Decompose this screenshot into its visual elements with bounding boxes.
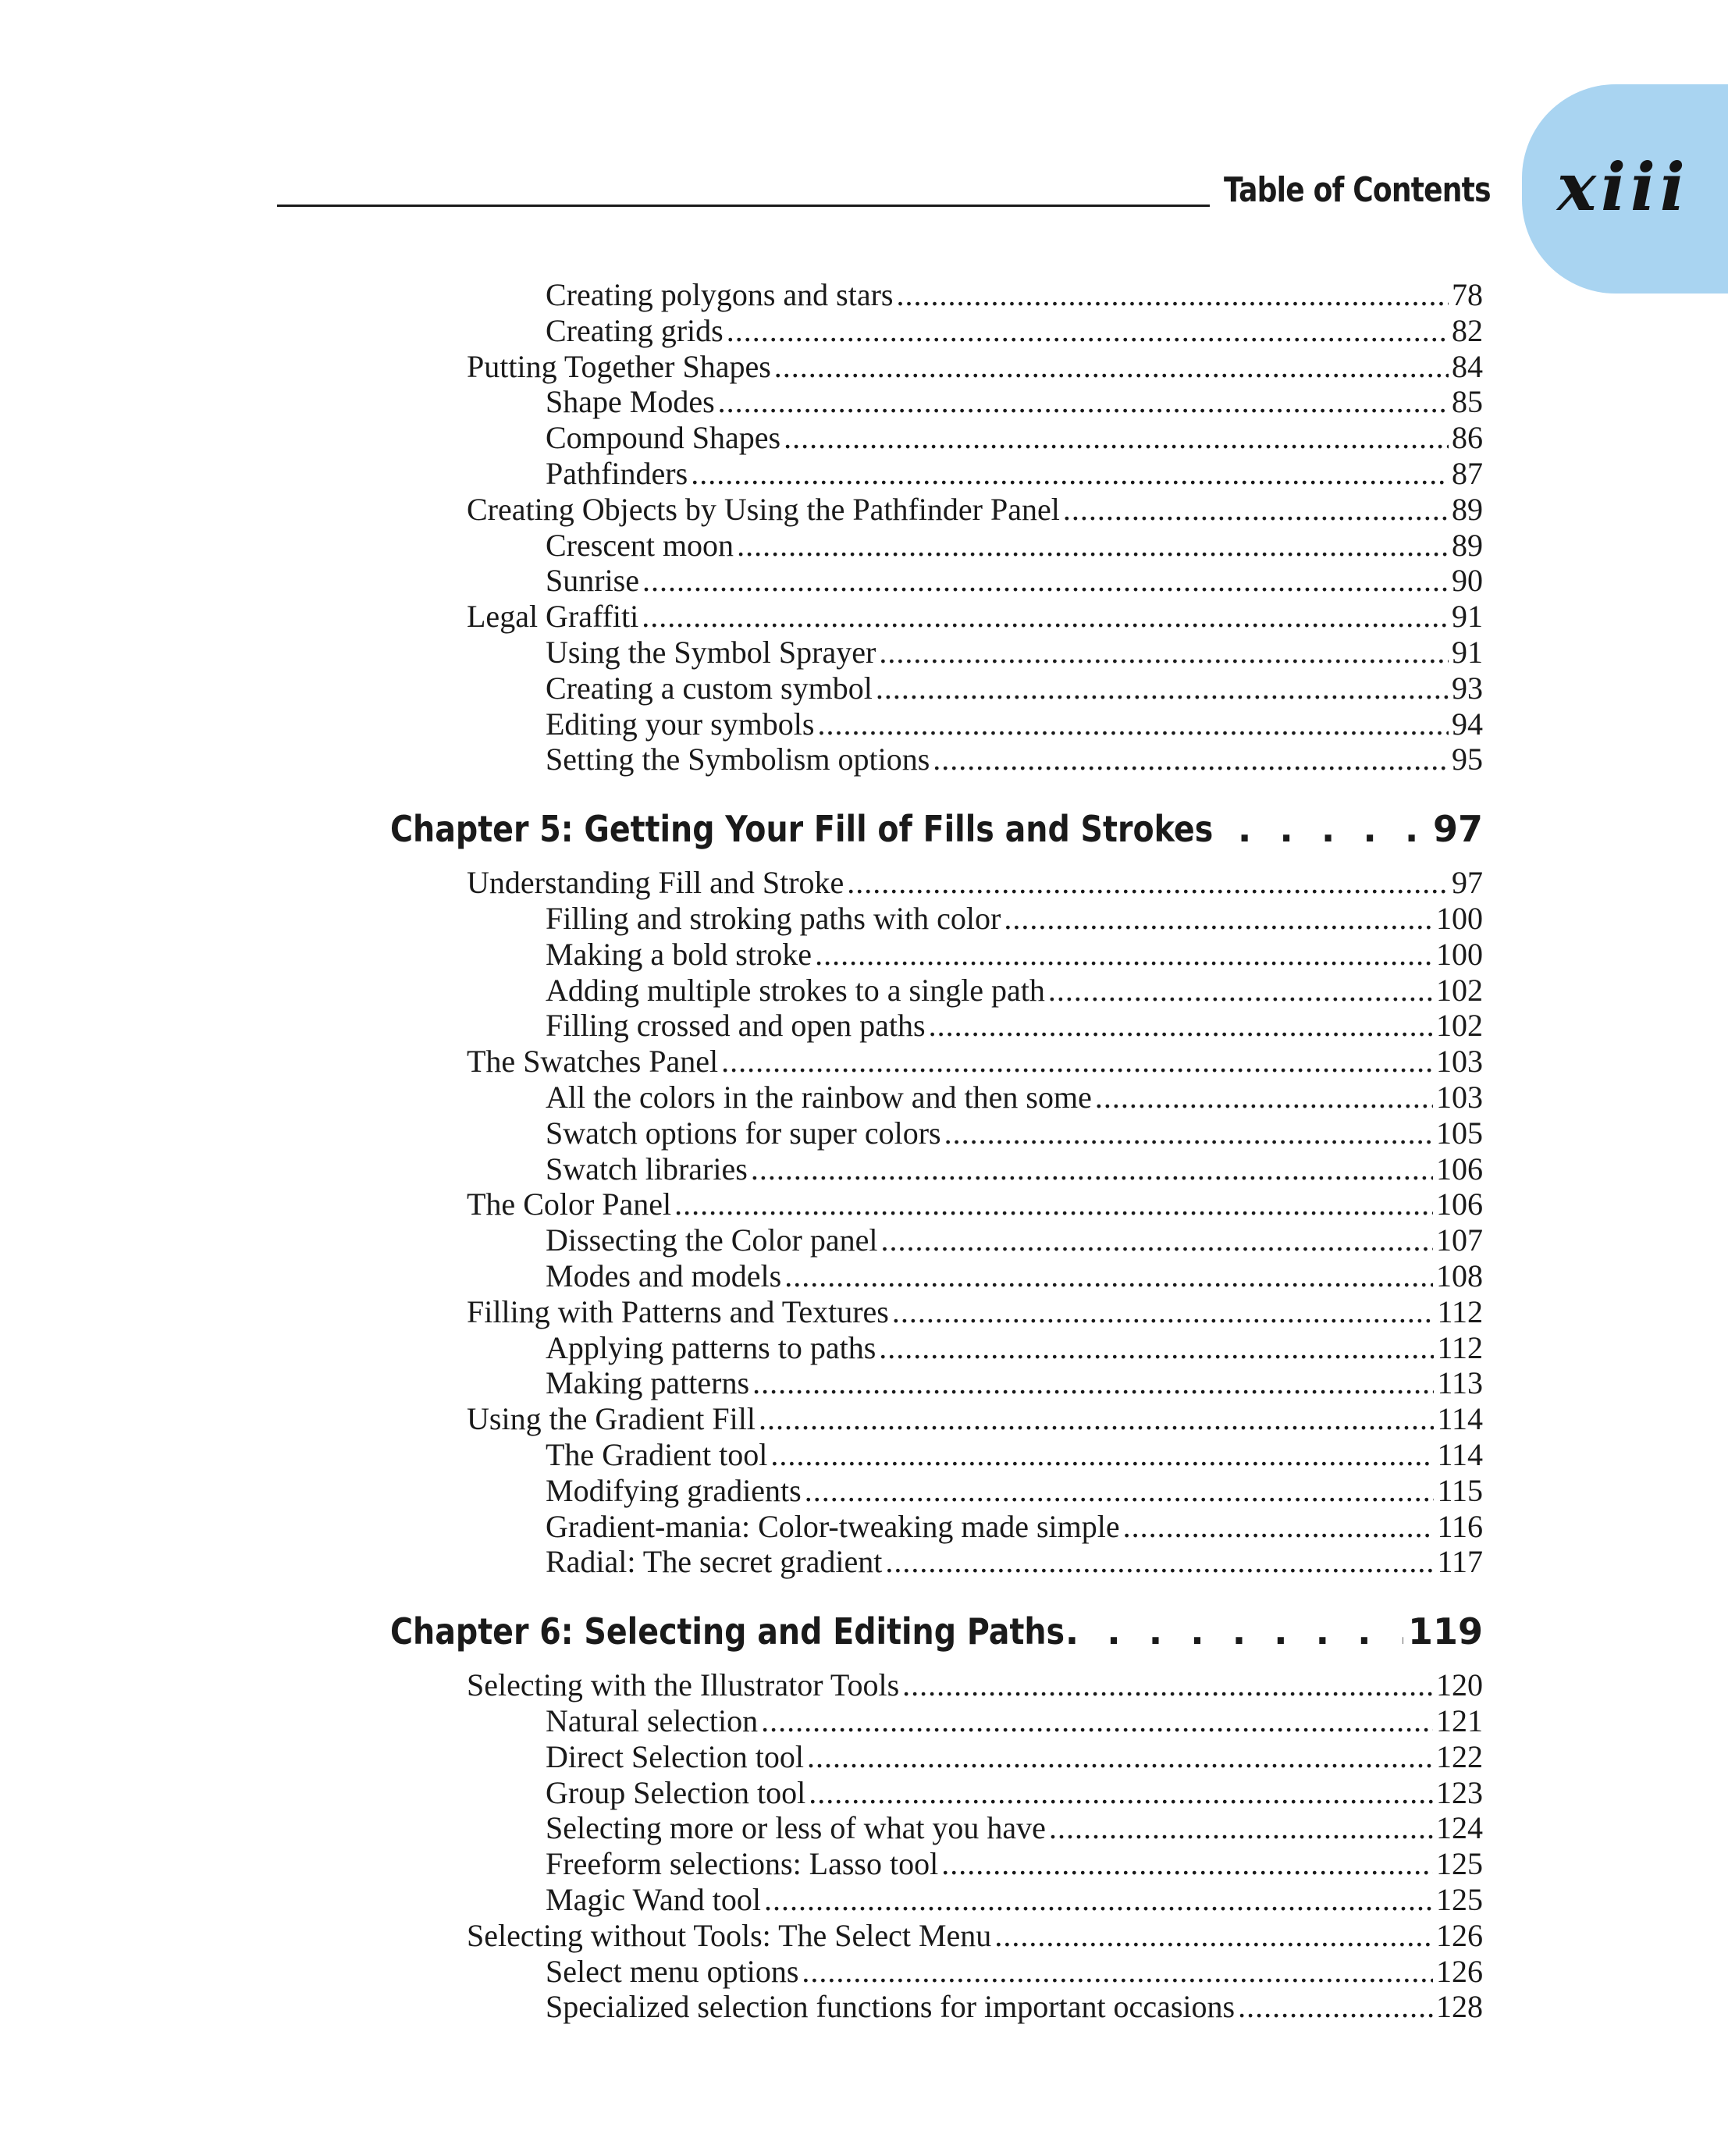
toc-entry-page: 95 — [1452, 742, 1483, 777]
chapter-title: Chapter 5: Getting Your Fill of Fills and Strokes — [390, 808, 1214, 850]
toc-entry — [546, 1115, 1483, 1151]
toc-entry-page: 103 — [1436, 1080, 1483, 1115]
toc-entry-page: 85 — [1452, 384, 1483, 419]
dot-leader — [1095, 1080, 1433, 1115]
toc-entry — [467, 492, 1483, 528]
toc-entry-title: Specialized selection functions for important occasions — [546, 1989, 1236, 2024]
dot-leader — [1049, 1810, 1433, 1846]
toc-entry-page: 112 — [1437, 1294, 1483, 1329]
toc-entry-page: 93 — [1452, 671, 1483, 706]
toc-entry — [546, 1437, 1483, 1473]
toc-entry — [467, 1044, 1483, 1080]
dot-leader — [642, 599, 1449, 635]
toc-entry-title: Shape Modes — [546, 384, 715, 419]
toc-entry — [467, 1918, 1483, 1954]
dot-leader — [752, 1365, 1434, 1401]
toc-entry — [546, 563, 1483, 599]
toc-entry-title: Pathfinders — [546, 456, 688, 491]
dot-leader — [764, 1882, 1433, 1918]
toc-entry — [546, 1080, 1483, 1115]
toc-entry — [546, 742, 1483, 777]
toc-entry-page: 103 — [1436, 1044, 1483, 1079]
toc-entry-title: Creating a custom symbol — [546, 671, 873, 706]
toc-entry-title: Adding multiple strokes to a single path — [546, 973, 1045, 1008]
dot-leader — [815, 937, 1433, 973]
toc-entry-page: 124 — [1436, 1810, 1483, 1845]
dot-leader — [642, 563, 1449, 599]
toc-entry-title: Creating grids — [546, 313, 724, 348]
toc-entry — [467, 349, 1483, 385]
toc-entry-title: Compound Shapes — [546, 420, 781, 455]
toc-entry-title: Understanding Fill and Stroke — [467, 865, 844, 900]
toc-entry-page: 102 — [1436, 973, 1483, 1008]
dot-leader — [897, 277, 1449, 313]
toc-entry — [546, 1775, 1483, 1811]
toc-entry-title: Modifying gradients — [546, 1473, 802, 1508]
toc-entry — [546, 528, 1483, 564]
toc-entry-title: Swatch libraries — [546, 1151, 748, 1187]
toc-entry-title: Using the Symbol Sprayer — [546, 635, 876, 670]
toc-entry — [546, 384, 1483, 420]
toc-entry-title: Dissecting the Color panel — [546, 1222, 878, 1258]
toc-entry — [546, 1954, 1483, 1990]
toc-entry — [546, 420, 1483, 456]
toc-entry-page: 126 — [1436, 1918, 1483, 1953]
toc-entry-page: 87 — [1452, 456, 1483, 491]
dot-leader — [1048, 973, 1433, 1009]
toc-entry-page: 78 — [1452, 277, 1483, 312]
toc-entry — [467, 1187, 1483, 1222]
toc-entry-page: 121 — [1436, 1703, 1483, 1738]
dot-leader — [805, 1473, 1435, 1509]
toc-entry — [546, 671, 1483, 706]
dot-leader — [885, 1544, 1434, 1580]
toc-entry — [546, 1739, 1483, 1775]
toc-entry-title: Creating polygons and stars — [546, 277, 894, 312]
toc-entry — [467, 1401, 1483, 1437]
toc-entry — [546, 937, 1483, 973]
toc-entry — [546, 456, 1483, 492]
toc-entry-title: Creating Objects by Using the Pathfinder Panel — [467, 492, 1060, 527]
toc-entry-page: 114 — [1437, 1401, 1483, 1436]
dot-leader — [933, 742, 1449, 777]
dot-leader — [751, 1151, 1433, 1187]
toc-entry-page: 108 — [1436, 1258, 1483, 1293]
dot-leader — [879, 1330, 1434, 1366]
toc-entry-page: 122 — [1436, 1739, 1483, 1774]
toc-entry-title: The Gradient tool — [546, 1437, 768, 1472]
toc-entry-title: The Swatches Panel — [467, 1044, 719, 1079]
toc-entry-page: 90 — [1452, 563, 1483, 598]
toc-entry-page: 123 — [1436, 1775, 1483, 1810]
toc-entry — [467, 1294, 1483, 1330]
dot-leader — [1238, 807, 1428, 851]
toc-entry-page: 126 — [1436, 1954, 1483, 1989]
toc-entry-title: Filling with Patterns and Textures — [467, 1294, 889, 1329]
toc-entry — [467, 865, 1483, 901]
toc-entry — [546, 1544, 1483, 1580]
toc-entry-title: Making patterns — [546, 1365, 750, 1400]
toc-entry-page: 97 — [1452, 865, 1483, 900]
toc-entry — [546, 1509, 1483, 1545]
toc-entry-title: Radial: The secret gradient — [546, 1544, 883, 1579]
toc-entry-page: 112 — [1437, 1330, 1483, 1365]
toc-entry — [546, 973, 1483, 1009]
toc-entry-page: 91 — [1452, 635, 1483, 670]
toc-entry-page: 116 — [1437, 1509, 1483, 1544]
toc-entry-title: Select menu options — [546, 1954, 799, 1989]
toc-entry-page: 115 — [1437, 1473, 1483, 1508]
toc-entry — [546, 1008, 1483, 1044]
toc-entry — [546, 277, 1483, 313]
toc-entry-title: Crescent moon — [546, 528, 734, 563]
toc-entry-page: 113 — [1437, 1365, 1483, 1400]
dot-leader — [718, 384, 1449, 420]
dot-leader — [944, 1115, 1433, 1151]
toc-entry-title: The Color Panel — [467, 1187, 672, 1222]
toc-entry-page: 105 — [1436, 1115, 1483, 1151]
dot-leader — [807, 1739, 1433, 1775]
header-rule — [277, 205, 1210, 207]
toc-entry — [546, 706, 1483, 742]
chapter-page: 97 — [1432, 808, 1483, 850]
dot-leader — [802, 1954, 1433, 1990]
dot-leader — [784, 1258, 1433, 1294]
toc-entry-title: Direct Selection tool — [546, 1739, 805, 1774]
toc-entry-title: Natural selection — [546, 1703, 759, 1738]
toc-entry-title: Selecting with the Illustrator Tools — [467, 1667, 900, 1702]
dot-leader — [1065, 1610, 1403, 1653]
toc-entry-title: Selecting without Tools: The Select Menu — [467, 1918, 992, 1953]
dot-leader — [727, 313, 1449, 349]
toc-entry-page: 120 — [1436, 1667, 1483, 1702]
chapter-title: Chapter 6: Selecting and Editing Paths — [390, 1610, 1065, 1653]
toc-entry-title: Making a bold stroke — [546, 937, 812, 972]
toc-entry-page: 84 — [1452, 349, 1483, 384]
dot-leader — [770, 1437, 1434, 1473]
toc-entry-page: 117 — [1437, 1544, 1483, 1579]
toc-entry-title: Group Selection tool — [546, 1775, 806, 1810]
toc-entry — [546, 1222, 1483, 1258]
toc-entry-title: Freeform selections: Lasso tool — [546, 1846, 939, 1881]
toc-entry-title: Filling and stroking paths with color — [546, 901, 1001, 936]
toc-entry-page: 94 — [1452, 706, 1483, 742]
dot-leader — [761, 1703, 1433, 1739]
toc-entry-title: Editing your symbols — [546, 706, 815, 742]
toc-entry-title: Magic Wand tool — [546, 1882, 761, 1917]
toc-entry — [546, 1151, 1483, 1187]
toc-entry-page: 86 — [1452, 420, 1483, 455]
toc-entry-page: 100 — [1436, 901, 1483, 936]
toc-entry-page: 114 — [1437, 1437, 1483, 1472]
dot-leader — [1238, 1989, 1433, 2025]
dot-leader — [1004, 901, 1433, 937]
toc-entry — [467, 1667, 1483, 1703]
toc-entry — [546, 1473, 1483, 1509]
dot-leader — [721, 1044, 1433, 1080]
toc-entry-page: 91 — [1452, 599, 1483, 634]
toc-entry — [546, 1258, 1483, 1294]
toc-entry-title: Modes and models — [546, 1258, 782, 1293]
toc-entry-page: 106 — [1436, 1151, 1483, 1187]
toc-entry-page: 102 — [1436, 1008, 1483, 1043]
toc-entry-page: 106 — [1436, 1187, 1483, 1222]
toc-entry-page: 89 — [1452, 492, 1483, 527]
toc-entry-page: 125 — [1436, 1882, 1483, 1917]
toc-entry — [546, 1882, 1483, 1918]
toc-entry — [546, 635, 1483, 671]
toc-entry — [546, 1846, 1483, 1882]
toc-entry-title: Swatch options for super colors — [546, 1115, 941, 1151]
dot-leader — [809, 1775, 1433, 1811]
toc-entry-title: Setting the Symbolism options — [546, 742, 930, 777]
toc-entry-title: Filling crossed and open paths — [546, 1008, 926, 1043]
toc-entry-page: 125 — [1436, 1846, 1483, 1881]
dot-leader — [879, 635, 1449, 671]
toc-entry-title: Putting Together Shapes — [467, 349, 771, 384]
toc-entry — [546, 1989, 1483, 2025]
dot-leader — [847, 865, 1449, 901]
toc-entry-title: Using the Gradient Fill — [467, 1401, 756, 1436]
dot-leader — [941, 1846, 1433, 1882]
toc-entry — [467, 599, 1483, 635]
toc-entry — [546, 1810, 1483, 1846]
page-number: xiii — [1557, 148, 1690, 226]
toc-entry-page: 82 — [1452, 313, 1483, 348]
dot-leader — [774, 349, 1449, 385]
toc-entry-title: All the colors in the rainbow and then some — [546, 1080, 1092, 1115]
toc-entry — [546, 1365, 1483, 1401]
chapter-heading — [390, 807, 1483, 851]
toc-entry-page: 107 — [1436, 1222, 1483, 1258]
dot-leader — [817, 706, 1449, 742]
toc-entry-page: 89 — [1452, 528, 1483, 563]
toc-entry-title: Gradient-mania: Color-tweaking made simple — [546, 1509, 1120, 1544]
dot-leader — [994, 1918, 1433, 1954]
chapter-page: 119 — [1407, 1610, 1483, 1653]
chapter-heading — [390, 1610, 1483, 1653]
dot-leader — [674, 1187, 1433, 1222]
toc-entry-title: Applying patterns to paths — [546, 1330, 876, 1365]
toc-entry — [546, 1330, 1483, 1366]
toc-entry — [546, 901, 1483, 937]
toc-entry — [546, 313, 1483, 349]
dot-leader — [691, 456, 1449, 492]
dot-leader — [1063, 492, 1449, 528]
dot-leader — [737, 528, 1449, 564]
dot-leader — [929, 1008, 1433, 1044]
dot-leader — [902, 1667, 1433, 1703]
toc-entry-page: 100 — [1436, 937, 1483, 972]
toc-entry-title: Selecting more or less of what you have — [546, 1810, 1046, 1845]
dot-leader — [876, 671, 1449, 706]
toc-entry-page: 128 — [1436, 1989, 1483, 2024]
dot-leader — [784, 420, 1449, 456]
dot-leader — [880, 1222, 1433, 1258]
dot-leader — [892, 1294, 1435, 1330]
dot-leader — [759, 1401, 1435, 1437]
running-header-title: Table of Contents — [1224, 170, 1491, 210]
dot-leader — [1123, 1509, 1435, 1545]
toc-entry-title: Sunrise — [546, 563, 639, 598]
toc-entry — [546, 1703, 1483, 1739]
toc-entry-title: Legal Graffiti — [467, 599, 639, 634]
